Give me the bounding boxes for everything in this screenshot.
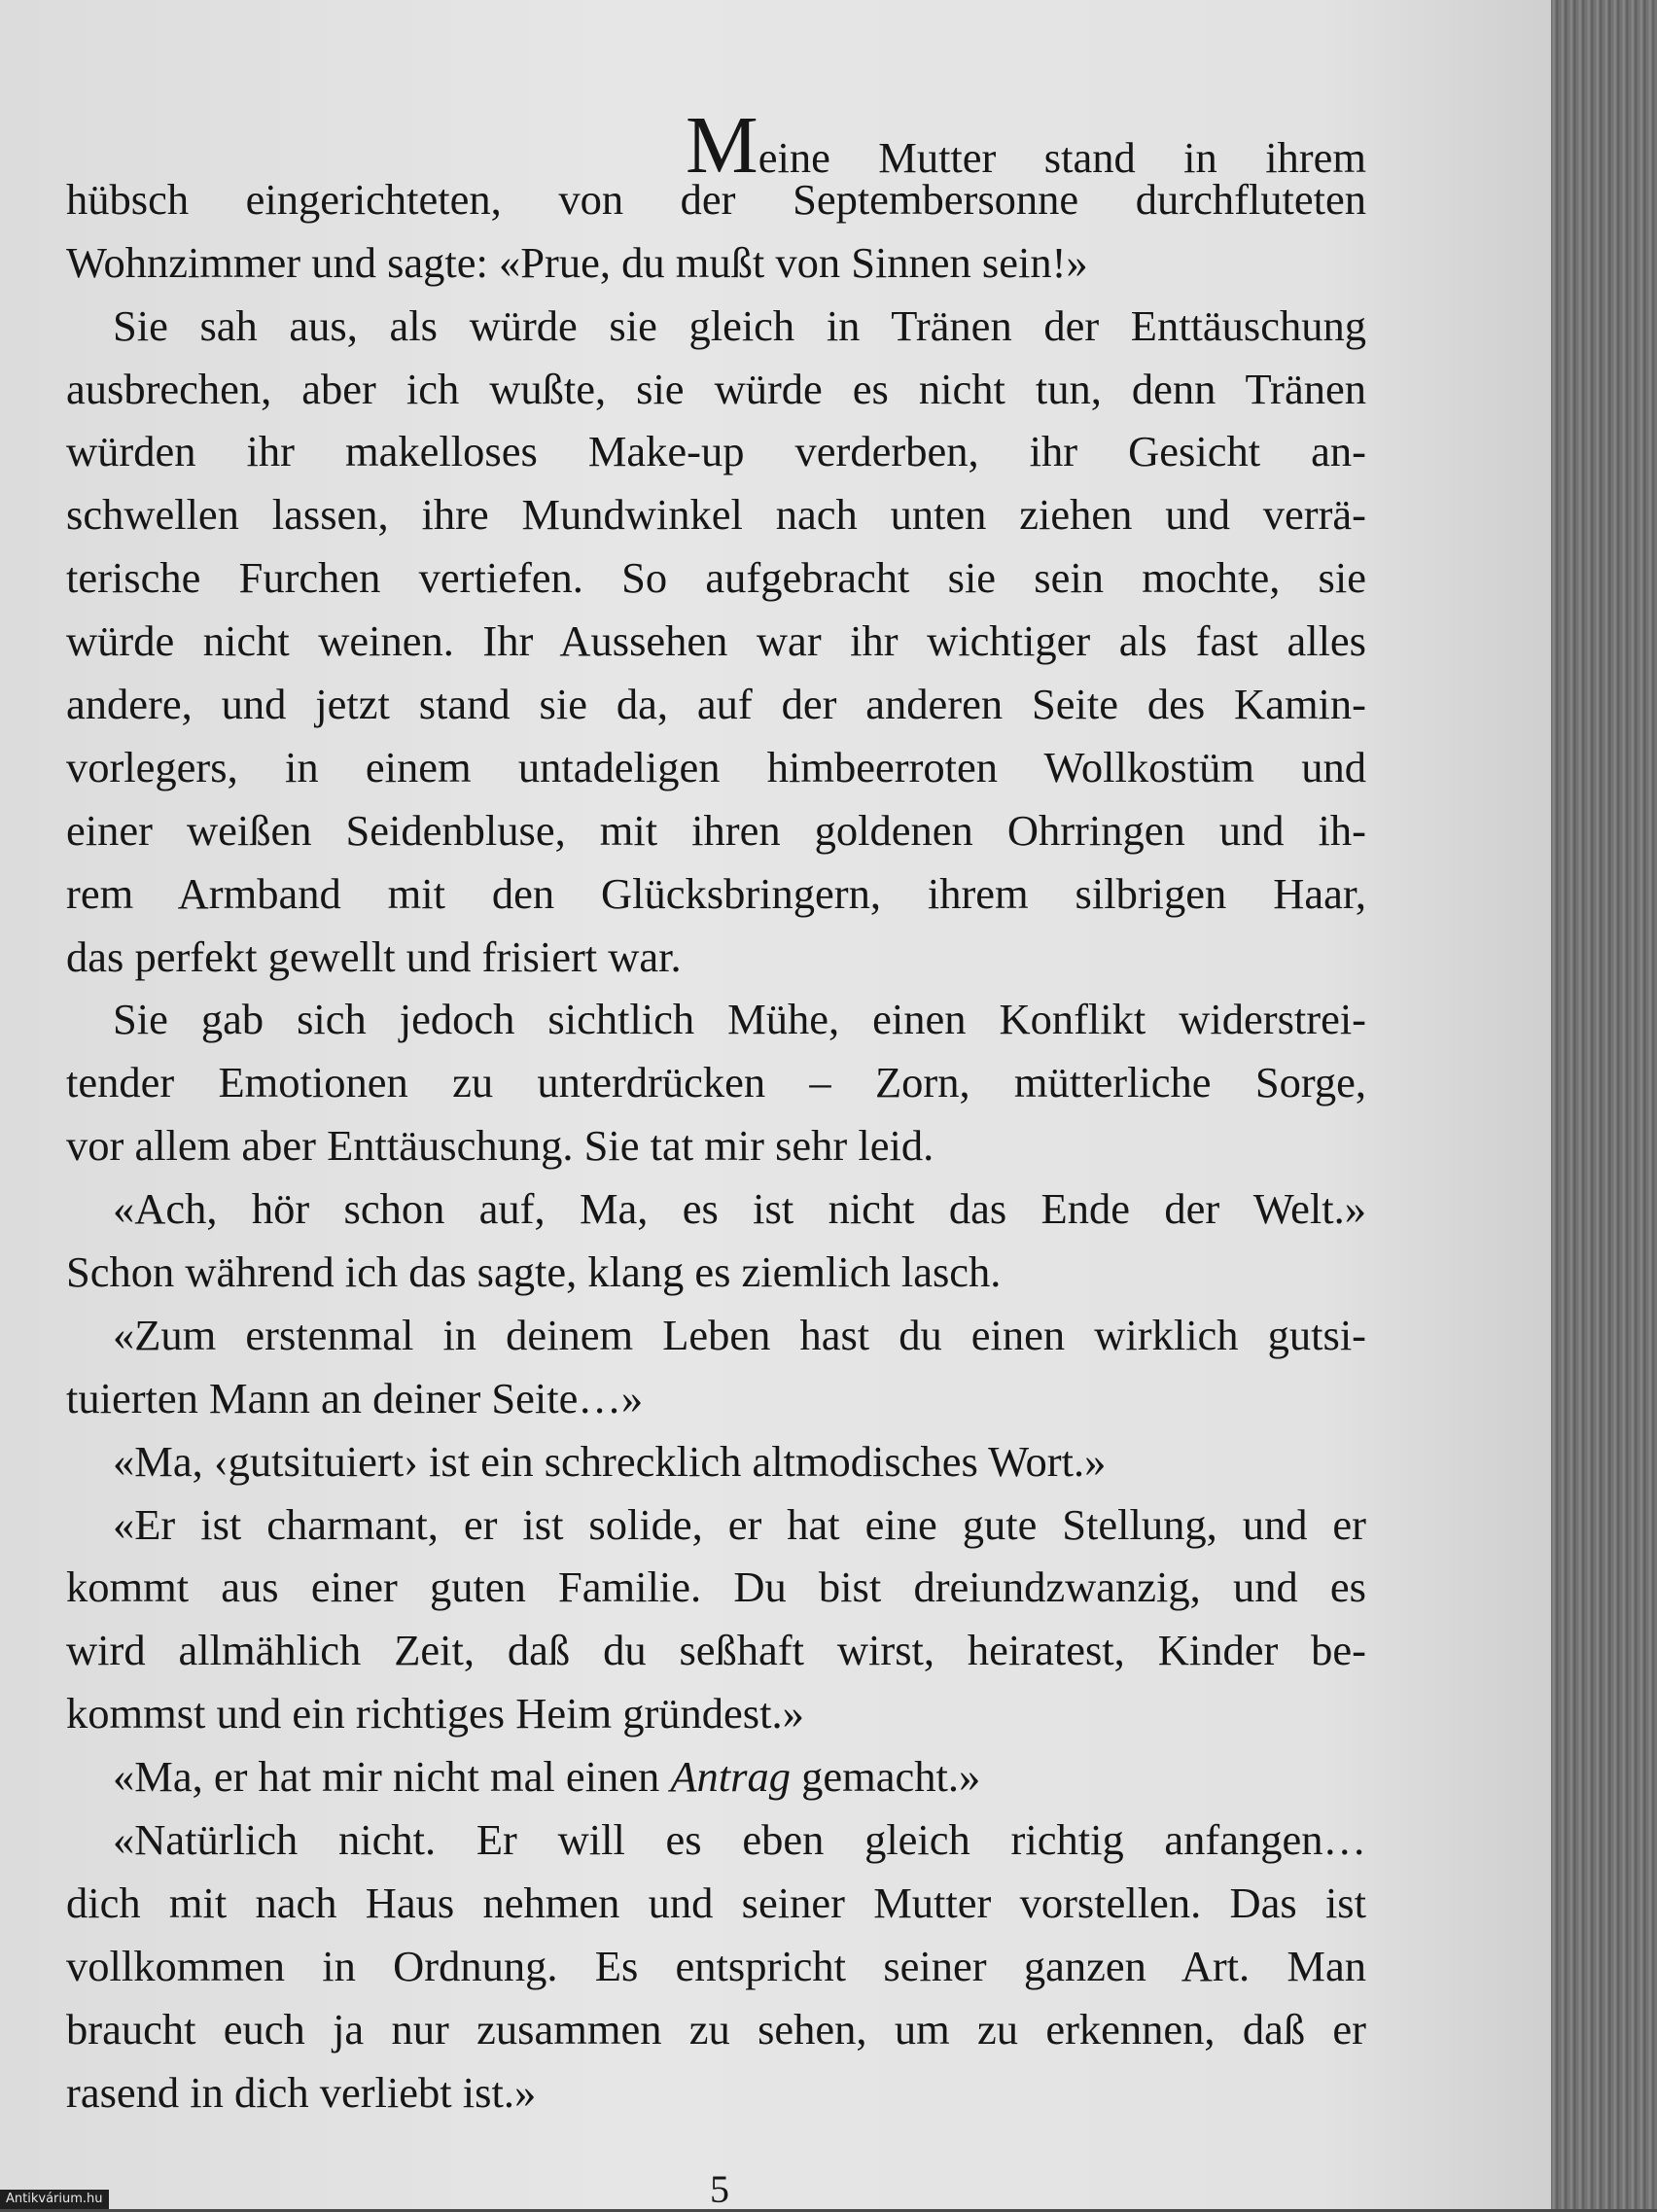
text-line-32: rasend in dich verliebt ist.» <box>66 2067 537 2117</box>
text-line-5: ausbrechen, aber ich wußte, sie würde es nicht tun, denn Tränen <box>66 364 1366 413</box>
text-line-30: vollkommen in Ordnung. Es entspricht seiner ganzen Art. Man <box>66 1941 1366 1990</box>
text-line-11: vorlegers, in einem untadeligen himbeerroten Wollkostüm und <box>66 742 1366 791</box>
text-line-6: würden ihr makelloses Make-up verderben, ihr Gesicht an- <box>66 427 1366 476</box>
text-line-26: kommst und ein richtiges Heim gründest.» <box>66 1689 804 1738</box>
watermark: Antikvárium.hu <box>0 2190 109 2209</box>
text-line-1-rest: eine Mutter stand in ihrem <box>758 133 1366 182</box>
text-line-12: einer weißen Seidenbluse, mit ihren goldenen Ohrringen und ih- <box>66 805 1366 855</box>
text-line-24: kommt aus einer guten Familie. Du bist dreiundzwanzig, und es <box>66 1562 1366 1612</box>
page-number: 5 <box>710 2167 729 2211</box>
text-line-7: schwellen lassen, ihre Mundwinkel nach unten ziehen und verrä- <box>66 490 1366 540</box>
text-line-14: das perfekt gewellt und frisiert war. <box>66 931 682 981</box>
text-line-17: vor allem aber Enttäuschung. Sie tat mir sehr leid. <box>66 1121 934 1171</box>
drop-cap: M <box>686 100 758 191</box>
text-line-19: Schon während ich das sagte, klang es ziemlich lasch. <box>66 1247 1002 1297</box>
text-line-8: terische Furchen vertiefen. So aufgebracht sie sein mochte, sie <box>66 553 1366 603</box>
text-line-2: hübsch eingerichteten, von der Septembersonne durchfluteten <box>66 174 1366 224</box>
emphasis-word: Antrag <box>670 1752 791 1802</box>
text-line-20: «Zum erstenmal in deinem Leben hast du einen wirklich gutsi- <box>113 1310 1366 1359</box>
page-edge <box>1551 0 1657 2209</box>
text-line-29: dich mit nach Haus nehmen und seiner Mutter vorstellen. Das ist <box>66 1878 1366 1927</box>
text-line-28: «Natürlich nicht. Er will es eben gleich richtig anfangen… <box>113 1815 1366 1865</box>
text-line-27: «Ma, er hat mir nicht mal einen Antrag gemacht.» <box>113 1752 981 1802</box>
text-line-21: tuierten Mann an deiner Seite…» <box>66 1373 644 1422</box>
text-line-9: würde nicht weinen. Ihr Aussehen war ihr wichtiger als fast alles <box>66 616 1366 666</box>
text-line-25: wird allmählich Zeit, daß du seßhaft wirst, heiratest, Kinder be- <box>66 1626 1366 1675</box>
body-text <box>66 100 1366 2124</box>
text-line-15: Sie gab sich jedoch sichtlich Mühe, einen Konflikt widerstrei- <box>113 995 1366 1044</box>
text-line-1 <box>66 100 1366 191</box>
text-line-31: braucht euch ja nur zusammen zu sehen, um zu erkennen, daß er <box>66 2004 1366 2054</box>
text-line-22: «Ma, ‹gutsituiert› ist ein schrecklich altmodisches Wort.» <box>113 1436 1107 1486</box>
text-line-13: rem Armband mit den Glücksbringern, ihrem silbrigen Haar, <box>66 868 1366 918</box>
text-line-4: Sie sah aus, als würde sie gleich in Tränen der Enttäuschung <box>113 300 1366 350</box>
text-line-10: andere, und jetzt stand sie da, auf der anderen Seite des Kamin- <box>66 680 1366 729</box>
text-line-23: «Er ist charmant, er ist solide, er hat eine gute Stellung, und er <box>113 1499 1366 1549</box>
text-line-3: Wohnzimmer und sagte: «Prue, du mußt von Sinnen sein!» <box>66 237 1088 287</box>
text-line-18: «Ach, hör schon auf, Ma, es ist nicht das Ende der Welt.» <box>113 1184 1366 1234</box>
text-line-16: tender Emotionen zu unterdrücken – Zorn, mütterliche Sorge, <box>66 1058 1366 1107</box>
